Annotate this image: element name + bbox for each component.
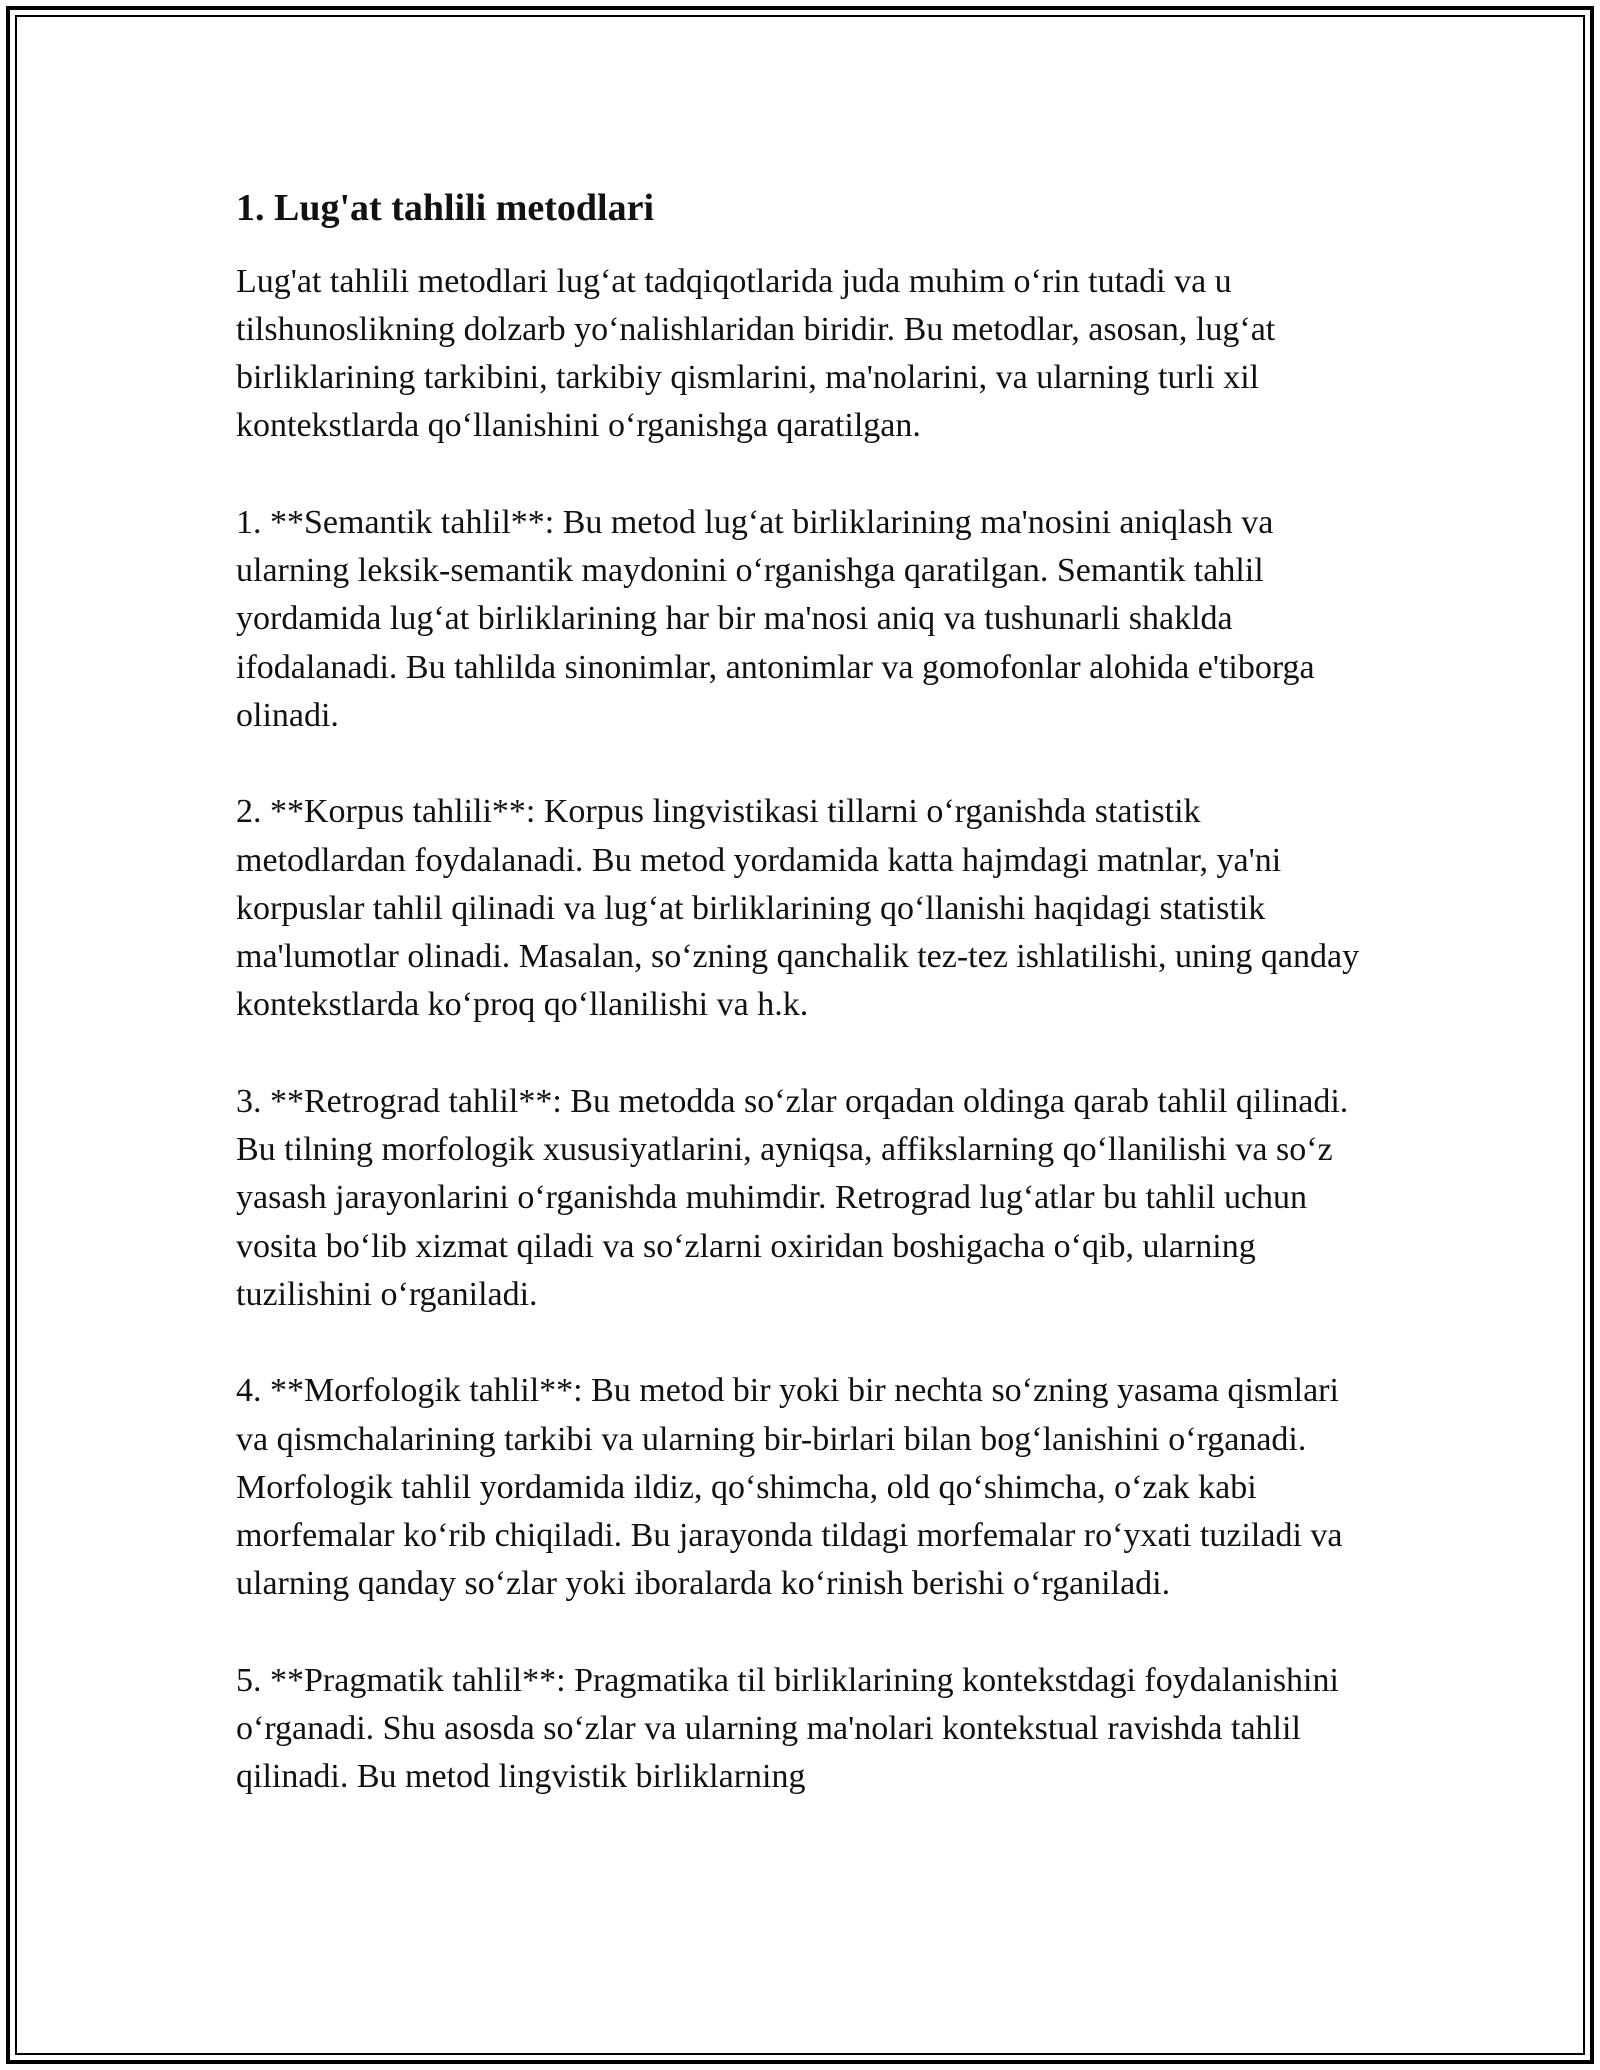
intro-paragraph: Lug'at tahlili metodlari lugʻat tadqiqotlarida juda muhim oʻrin tutadi va u tilshunoslikning dolzarb yoʻnalishlaridan biridir. Bu metodlar, asosan, lugʻat birliklarining tarkibini, tarkibiy qismlarini, ma'nolarini, va ularning turli xil kontekstlarda qoʻllanishini oʻrganishga qaratilgan. [236,262,1276,445]
section-heading: 1. Lug'at tahlili metodlari [236,187,654,229]
paragraph-semantik-tahlil: 1. **Semantik tahlil**: Bu metod lugʻat birliklarining ma'nosini aniqlash va ularning leksik-semantik maydonini oʻrganishga qaratilgan. Semantik tahlil yordamida lugʻat birliklarining har bir ma'nosi aniq va tushunarli shaklda ifodalanadi. Bu tahlilda sinonimlar, antonimlar va gomofonlar alohida e'tiborga olinadi. [236,503,1315,734]
paragraph-pragmatik-tahlil: 5. **Pragmatik tahlil**: Pragmatika til birliklarining kontekstdagi foydalanishini oʻrganadi. Shu asosda soʻzlar va ularning ma'nolari kontekstual ravishda tahlil qilinadi. Bu metod lingvistik birliklarning [236,1661,1339,1796]
document-body [236,186,1366,1850]
paragraph-korpus-tahlili: 2. **Korpus tahlili**: Korpus lingvistikasi tillarni oʻrganishda statistik metodlardan foydalanadi. Bu metod yordamida katta hajmdagi matnlar, ya'ni korpuslar tahlil qilinadi va lugʻat birliklarining qoʻllanishi haqidagi statistik ma'lumotlar olinadi. Masalan, soʻzning qanchalik tez-tez ishlatilishi, uning qanday kontekstlarda koʻproq qoʻllanilishi va h.k. [236,793,1360,1024]
paragraph-morfologik-tahlil: 4. **Morfologik tahlil**: Bu metod bir yoki bir nechta soʻzning yasama qismlari va qismchalarining tarkibi va ularning bir-birlari bilan bogʻlanishini oʻrganadi. Morfologik tahlil yordamida ildiz, qoʻshimcha, old qoʻshimcha, oʻzak kabi morfemalar koʻrib chiqiladi. Bu jarayonda tildagi morfemalar roʻyxati tuziladi va ularning qanday soʻzlar yoki iboralarda koʻrinish berishi oʻrganiladi. [236,1372,1343,1603]
paragraph-retrograd-tahlil: 3. **Retrograd tahlil**: Bu metodda soʻzlar orqadan oldinga qarab tahlil qilinadi. Bu tilning morfologik xususiyatlarini, ayniqsa, affikslarning qoʻllanilishi va soʻz yasash jarayonlarini oʻrganishda muhimdir. Retrograd lugʻatlar bu tahlil uchun vosita boʻlib xizmat qiladi va soʻzlarni oxiridan boshigacha oʻqib, ularning tuzilishini oʻrganiladi. [236,1082,1349,1313]
